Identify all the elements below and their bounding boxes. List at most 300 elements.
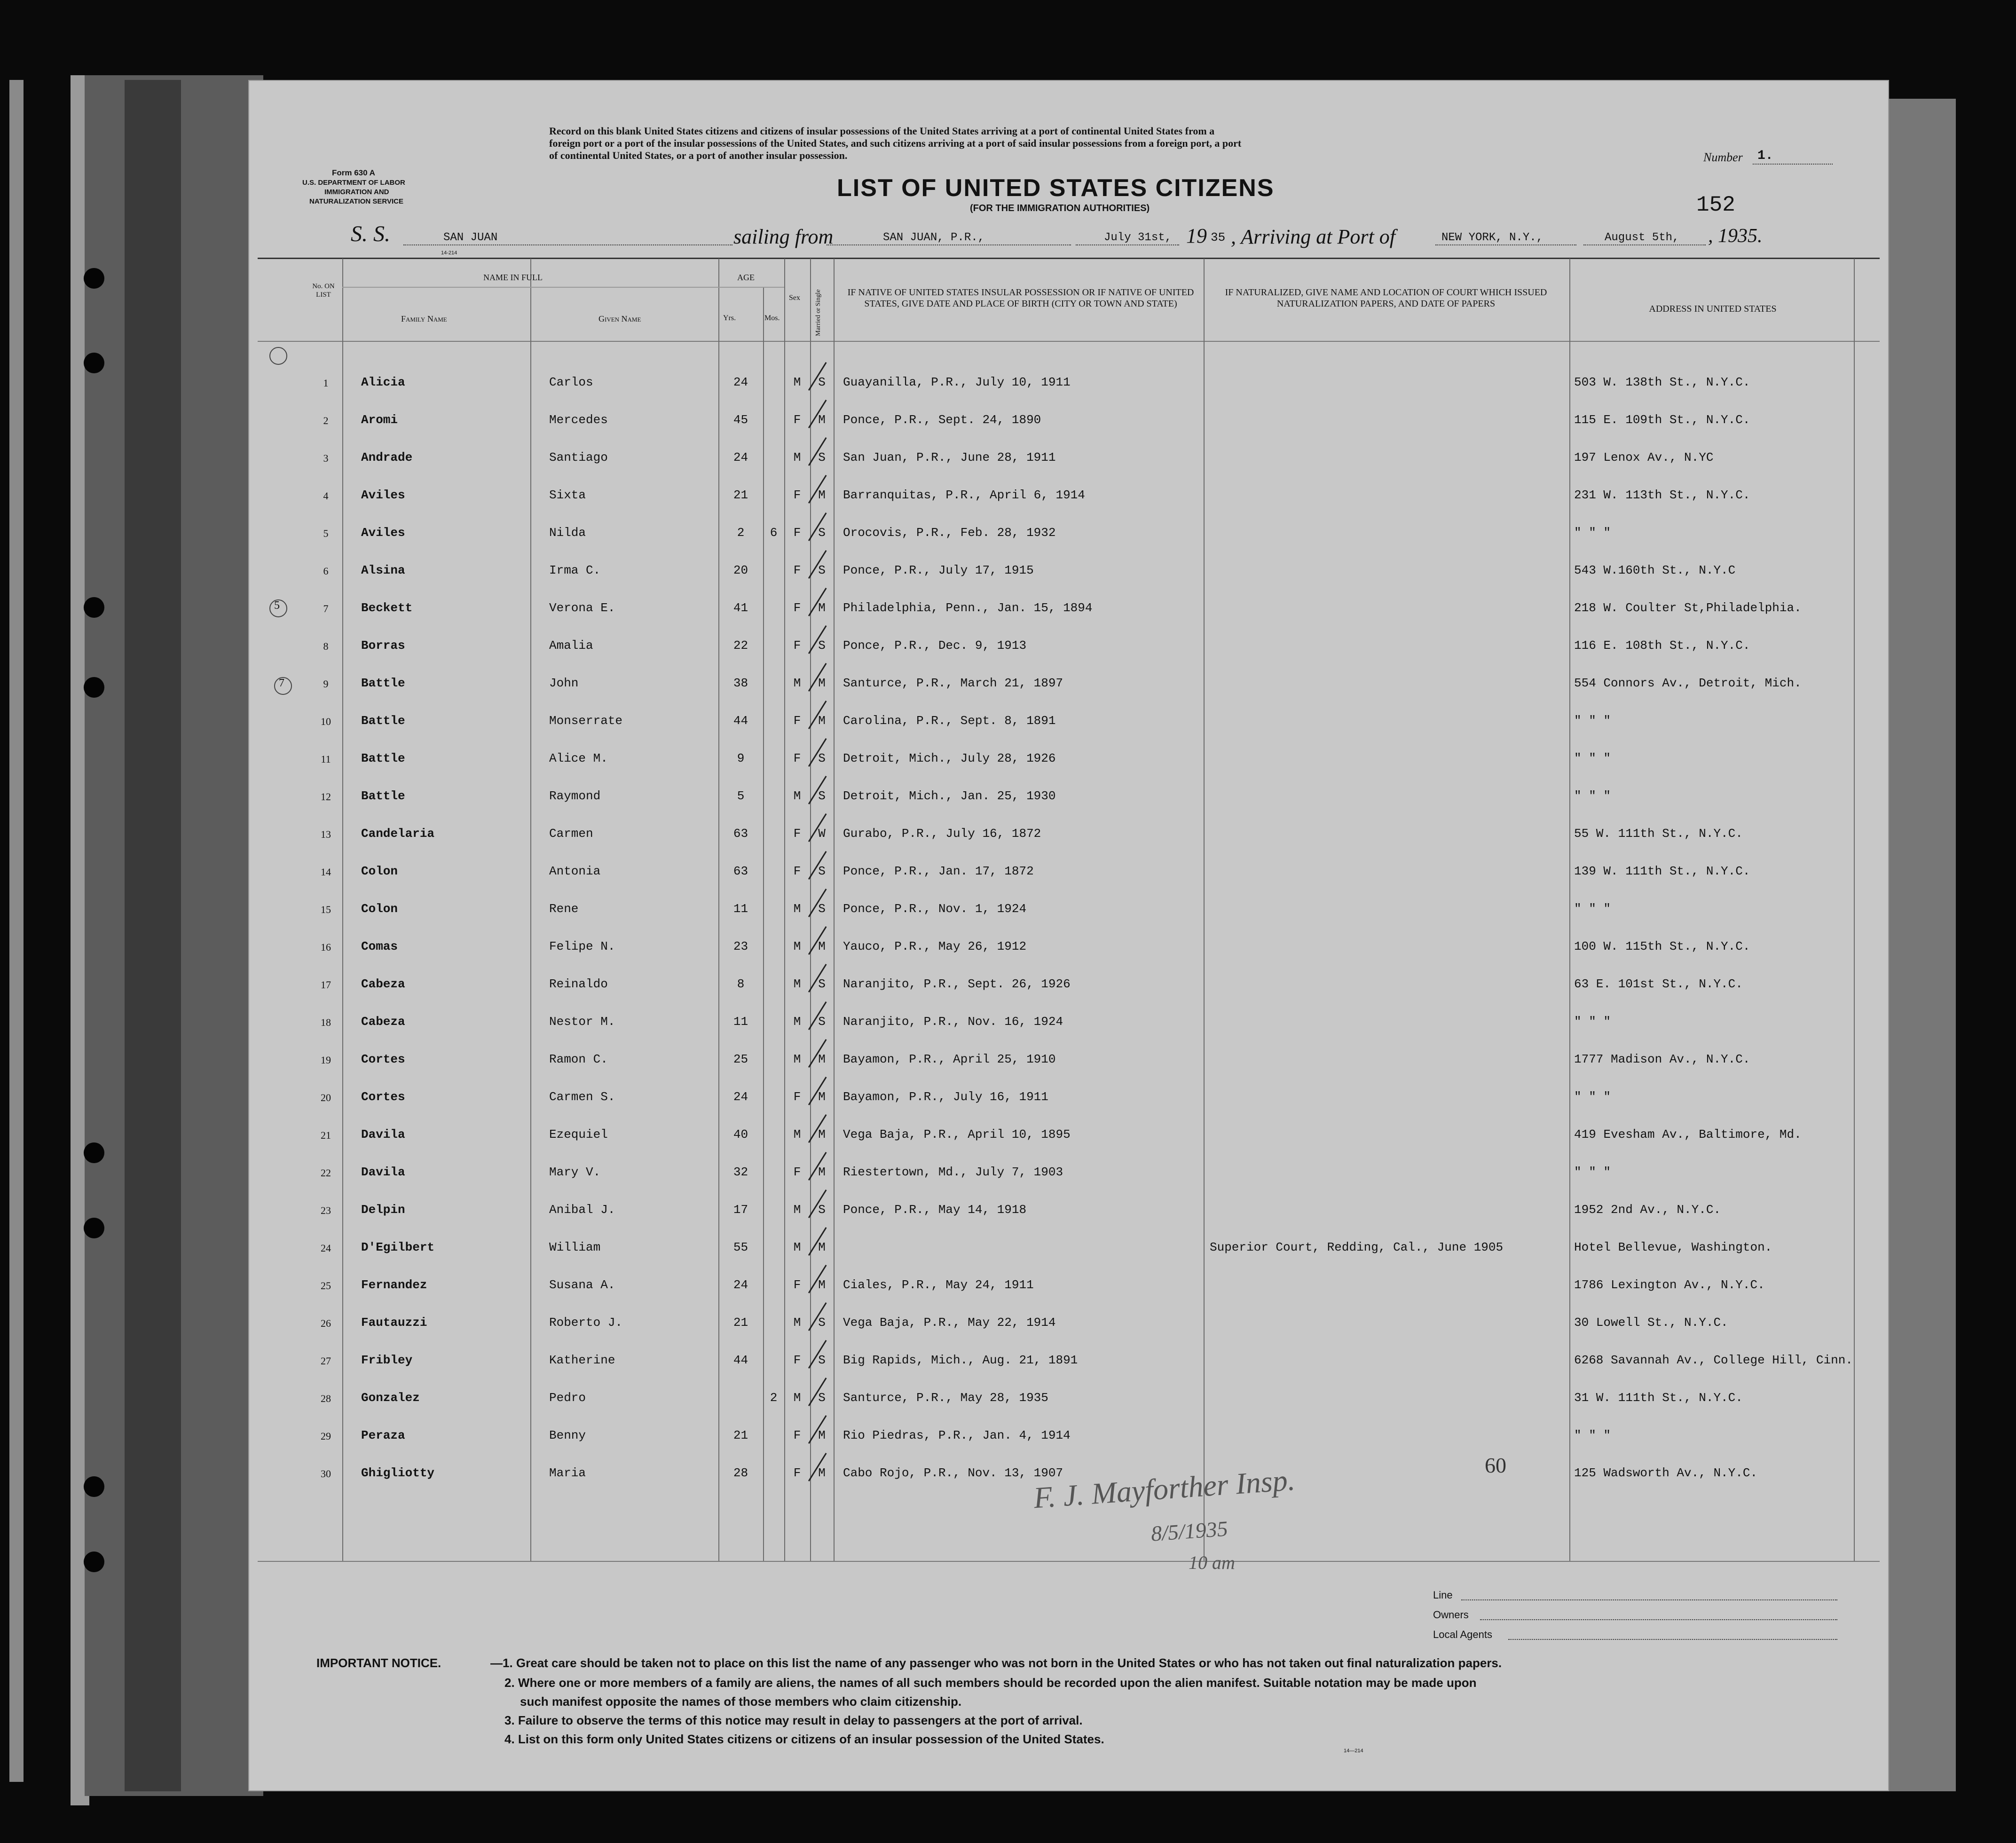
punch-hole [84,597,104,618]
cell-given: Santiago [549,450,608,465]
cell-sex: F [793,827,801,841]
notice-item-3: 3. Failure to observe the terms of this notice may result in delay to passengers at the port of arrival. [504,1713,1083,1727]
header-mos: Mos. [764,314,780,322]
cell-ms: S [818,1353,826,1367]
right-page-edge [1885,99,1956,1791]
cell-no: 16 [321,941,331,953]
from-port-rule [827,244,1071,245]
cell-no: 30 [321,1468,331,1480]
notice-title: IMPORTANT NOTICE. [316,1656,441,1670]
cell-no: 1 [323,377,329,389]
cell-given: Irma C. [549,563,601,577]
from-port: SAN JUAN, P.R., [883,231,985,244]
header-married-single: Married or Single [815,289,822,336]
cell-given: Ezequiel [549,1127,608,1142]
cell-birth: Detroit, Mich., Jan. 25, 1930 [843,789,1056,803]
header-sex: Sex [789,294,800,302]
cell-sex: F [793,1278,801,1292]
cell-given: Monserrate [549,714,623,728]
cell-given: Antonia [549,864,601,878]
cell-no: 19 [321,1054,331,1066]
cell-given: Pedro [549,1391,586,1405]
cell-given: Verona E. [549,601,615,615]
cell-addr: 55 W. 111th St., N.Y.C. [1574,827,1743,841]
cell-ms: M [818,1466,826,1480]
footer-owners-label: Owners [1433,1609,1469,1621]
cell-addr: 6268 Savannah Av., College Hill, Cinn. [1574,1353,1853,1367]
signature-date: 8/5/1935 [1150,1516,1229,1546]
cell-no: 26 [321,1317,331,1329]
punch-hole [84,1476,104,1497]
cell-yrs: 32 [733,1165,748,1179]
header-family-name: Family Name [401,314,447,323]
page-subtitle: (FOR THE IMMIGRATION AUTHORITIES) [970,203,1150,213]
cell-addr: 543 W.160th St., N.Y.C [1574,563,1736,577]
cell-given: Alice M. [549,751,608,765]
cell-yrs: 45 [733,413,748,427]
notice-item-1: —1. Great care should be taken not to place on this list the name of any passenger who was not born in the United States or who has not taken out final naturalization papers. [490,1656,1502,1670]
name-header-rule [342,287,784,288]
cell-sex: M [793,902,801,916]
cell-family: Battle [361,751,405,765]
cell-birth: Yauco, P.R., May 26, 1912 [843,939,1027,953]
cell-family: Andrade [361,450,413,465]
number-value: 1. [1757,149,1773,163]
header-name-in-full: NAME IN FULL [483,273,543,282]
arrival-port: NEW YORK, N.Y., [1441,231,1544,244]
cell-family: D'Egilbert [361,1240,435,1254]
arriving-label: , Arriving at Port of [1231,225,1395,248]
cell-given: Amalia [549,638,593,653]
cell-yrs: 5 [737,789,745,803]
cell-sex: M [793,1391,801,1405]
cell-nat: Superior Court, Redding, Cal., June 1905 [1210,1240,1504,1254]
cell-no: 24 [321,1242,331,1254]
notice-item-2b: such manifest opposite the names of those members who claim citizenship. [520,1694,962,1709]
cell-ms: S [818,563,826,577]
cell-ms: M [818,1278,826,1292]
cell-ms: M [818,1052,826,1066]
cell-family: Alsina [361,563,405,577]
cell-family: Davila [361,1165,405,1179]
cell-sex: F [793,526,801,540]
cell-no: 13 [321,828,331,840]
cell-birth: Ponce, P.R., Nov. 1, 1924 [843,902,1027,916]
cell-family: Battle [361,789,405,803]
small-code: 14-214 [441,250,457,256]
cell-yrs: 11 [733,902,748,916]
col-divider [1204,259,1205,1561]
cell-sex: F [793,601,801,615]
cell-sex: M [793,789,801,803]
cell-ms: S [818,638,826,653]
number-rule [1753,164,1833,165]
cell-addr: 419 Evesham Av., Baltimore, Md. [1574,1127,1802,1142]
cell-ms: M [818,1428,826,1442]
sailing-label: sailing from [733,225,834,248]
cell-sex: F [793,1090,801,1104]
inspector-signature: F. J. Mayforther Insp. [1032,1463,1296,1515]
cell-given: William [549,1240,601,1254]
cell-sex: F [793,1165,801,1179]
cell-yrs: 23 [733,939,748,953]
cell-addr: " " " [1574,1090,1611,1104]
ship-rule [403,244,732,245]
cell-sex: M [793,1052,801,1066]
cell-ms: M [818,1090,826,1104]
cell-family: Fribley [361,1353,413,1367]
cell-family: Candelaria [361,827,435,841]
table-header-rule [258,341,1880,342]
cell-birth: Santurce, P.R., March 21, 1897 [843,676,1063,690]
cell-addr: 231 W. 113th St., N.Y.C. [1574,488,1750,502]
cell-addr: " " " [1574,789,1611,803]
cell-sex: F [793,1428,801,1442]
header-age: AGE [737,273,755,282]
cell-no: 18 [321,1016,331,1028]
cell-ms: S [818,1015,826,1029]
notice-item-4: 4. List on this form only United States citizens or citizens of an insular possession of the United States. [504,1732,1104,1746]
cell-addr: " " " [1574,526,1611,540]
cell-yrs: 38 [733,676,748,690]
footer-line-rule [1461,1599,1837,1600]
cell-sex: F [793,751,801,765]
cell-no: 21 [321,1129,331,1141]
form-page [248,80,1889,1791]
cell-yrs: 63 [733,827,748,841]
header-birth: IF NATIVE OF UNITED STATES INSULAR POSSESSION OR IF NATIVE OF UNITED STATES, GIVE DATE AND PLACE OF BIRTH (CITY OR TOWN AND STATE) [847,287,1194,309]
cell-given: Rene [549,902,579,916]
cell-birth: Naranjito, P.R., Nov. 16, 1924 [843,1015,1063,1029]
margin-circle [269,347,287,365]
cell-yrs: 44 [733,1353,748,1367]
col-divider [1569,259,1570,1561]
cell-birth: Ponce, P.R., Jan. 17, 1872 [843,864,1034,878]
cell-birth: Ponce, P.R., Sept. 24, 1890 [843,413,1041,427]
cell-mos: 6 [770,526,778,540]
col-divider [342,259,343,1561]
department-line-3: NATURALIZATION SERVICE [309,197,404,205]
cell-no: 27 [321,1355,331,1367]
cell-ms: S [818,375,826,389]
cell-sex: M [793,977,801,991]
cell-birth: San Juan, P.R., June 28, 1911 [843,450,1056,465]
cell-sex: M [793,375,801,389]
cell-family: Ghigliotty [361,1466,435,1480]
punch-hole [84,677,104,698]
ss-label: S. S. [351,221,390,246]
cell-addr: " " " [1574,902,1611,916]
year-suffix: 35 [1211,230,1226,244]
cell-family: Battle [361,714,405,728]
cell-given: Mary V. [549,1165,601,1179]
cell-yrs: 22 [733,638,748,653]
cell-no: 17 [321,979,331,991]
cell-addr: 1952 2nd Av., N.Y.C. [1574,1203,1721,1217]
cell-birth: Barranquitas, P.R., April 6, 1914 [843,488,1085,502]
cell-addr: " " " [1574,751,1611,765]
margin-note-7: 7 [279,677,284,689]
margin-note-5: 5 [274,599,280,612]
age-header-rule [718,287,784,288]
cell-yrs: 21 [733,1315,748,1330]
cell-addr: 554 Connors Av., Detroit, Mich. [1574,676,1802,690]
cell-given: Mercedes [549,413,608,427]
cell-yrs: 24 [733,375,748,389]
cell-given: Felipe N. [549,939,615,953]
cell-given: Sixta [549,488,586,502]
cell-given: Nestor M. [549,1015,615,1029]
cell-family: Colon [361,902,398,916]
cell-yrs: 9 [737,751,745,765]
intro-text-line-3: of continental United States, or a port of another insular possession. [549,150,848,161]
cell-yrs: 44 [733,714,748,728]
cell-addr: 116 E. 108th St., N.Y.C. [1574,638,1750,653]
cell-ms: S [818,902,826,916]
ship-name: SAN JUAN [443,231,498,244]
cell-no: 12 [321,791,331,803]
cell-addr: 100 W. 115th St., N.Y.C. [1574,939,1750,953]
binding-shadow [125,80,181,1791]
cell-family: Colon [361,864,398,878]
cell-yrs: 24 [733,1278,748,1292]
cell-birth: Ponce, P.R., Dec. 9, 1913 [843,638,1027,653]
cell-ms: S [818,450,826,465]
cell-given: Carmen [549,827,593,841]
department-line-2: IMMIGRATION AND [324,188,389,196]
cell-birth: Gurabo, P.R., July 16, 1872 [843,827,1041,841]
cell-given: Katherine [549,1353,615,1367]
header-address: ADDRESS IN UNITED STATES [1649,304,1777,314]
cell-yrs: 24 [733,450,748,465]
cell-no: 7 [323,603,329,614]
cell-family: Cortes [361,1052,405,1066]
cell-ms: M [818,413,826,427]
cell-no: 29 [321,1430,331,1442]
cell-no: 9 [323,678,329,690]
cell-ms: M [818,939,826,953]
cell-yrs: 21 [733,488,748,502]
cell-birth: Ponce, P.R., May 14, 1918 [843,1203,1027,1217]
form-number: Form 630 A [332,168,375,177]
cell-family: Fernandez [361,1278,427,1292]
footer-agents-rule [1508,1639,1837,1640]
cell-family: Delpin [361,1203,405,1217]
page-stamp: 152 [1696,193,1735,217]
table-top-rule [258,258,1880,259]
department-line-1: U.S. DEPARTMENT OF LABOR [302,179,405,187]
intro-text-line-2: foreign port or a port of the insular possessions of the United States, and such citizens arriving at a port of said insular possessions from a foreign port, a port [549,137,1242,149]
cell-given: Anibal J. [549,1203,615,1217]
cell-sex: F [793,864,801,878]
cell-ms: S [818,864,826,878]
cell-family: Borras [361,638,405,653]
cell-sex: F [793,1466,801,1480]
cell-no: 3 [323,452,329,464]
cell-yrs: 24 [733,1090,748,1104]
cell-given: Susana A. [549,1278,615,1292]
arrival-year: , 1935. [1708,225,1763,247]
cell-no: 28 [321,1393,331,1404]
cell-birth: Santurce, P.R., May 28, 1935 [843,1391,1048,1405]
cell-family: Alicia [361,375,405,389]
cell-yrs: 11 [733,1015,748,1029]
cell-ms: S [818,1391,826,1405]
header-naturalized: IF NATURALIZED, GIVE NAME AND LOCATION OF COURT WHICH ISSUED NATURALIZATION PAPERS, AND DATE OF PAPERS [1225,287,1547,309]
cell-birth: Vega Baja, P.R., April 10, 1895 [843,1127,1071,1142]
cell-ms: S [818,1315,826,1330]
cell-addr: 115 E. 109th St., N.Y.C. [1574,413,1750,427]
cell-yrs: 40 [733,1127,748,1142]
footer-line-label: Line [1433,1589,1453,1601]
cell-birth: Orocovis, P.R., Feb. 28, 1932 [843,526,1056,540]
cell-family: Beckett [361,601,413,615]
cell-sex: M [793,1315,801,1330]
cell-addr: 139 W. 111th St., N.Y.C. [1574,864,1750,878]
cell-given: Roberto J. [549,1315,623,1330]
cell-yrs: 41 [733,601,748,615]
cell-yrs: 20 [733,563,748,577]
cell-birth: Naranjito, P.R., Sept. 26, 1926 [843,977,1071,991]
cell-sex: M [793,1240,801,1254]
cell-birth: Rio Piedras, P.R., Jan. 4, 1914 [843,1428,1071,1442]
cell-ms: S [818,789,826,803]
cell-given: John [549,676,579,690]
arrival-date-rule [1583,244,1706,245]
cell-addr: 30 Lowell St., N.Y.C. [1574,1315,1728,1330]
footer-owners-rule [1480,1619,1837,1620]
cell-birth: Philadelphia, Penn., Jan. 15, 1894 [843,601,1093,615]
cell-addr: " " " [1574,1428,1611,1442]
header-no-on-list: No. ON LIST [312,283,335,299]
notice-item-2a: 2. Where one or more members of a family are aliens, the names of all such members should be recorded upon the alien manifest. Suitable notation may be made upon [504,1676,1477,1690]
col-divider [834,259,835,1561]
signature-time: 10 am [1189,1552,1235,1573]
cell-sex: M [793,1127,801,1142]
cell-no: 4 [323,490,329,502]
cell-addr: " " " [1574,1165,1611,1179]
cell-yrs: 63 [733,864,748,878]
cell-no: 10 [321,716,331,727]
cell-family: Comas [361,939,398,953]
cell-no: 5 [323,528,329,539]
cell-addr: 1777 Madison Av., N.Y.C. [1574,1052,1750,1066]
cell-birth: Ponce, P.R., July 17, 1915 [843,563,1034,577]
footer-agents-label: Local Agents [1433,1629,1492,1640]
cell-ms: M [818,601,826,615]
cell-birth: Guayanilla, P.R., July 10, 1911 [843,375,1071,389]
cell-ms: M [818,676,826,690]
cell-no: 8 [323,640,329,652]
cell-ms: M [818,1240,826,1254]
cell-addr: 503 W. 138th St., N.Y.C. [1574,375,1750,389]
number-label: Number [1703,150,1743,164]
cell-addr: 31 W. 111th St., N.Y.C. [1574,1391,1743,1405]
cell-birth: Bayamon, P.R., July 16, 1911 [843,1090,1048,1104]
page-title: LIST OF UNITED STATES CITIZENS [837,174,1275,202]
header-given-name: Given Name [598,314,641,323]
cell-given: Carlos [549,375,593,389]
cell-family: Cabeza [361,977,405,991]
col-divider [530,259,531,1561]
cell-sex: M [793,450,801,465]
cell-family: Gonzalez [361,1391,420,1405]
year-prefix: 19 [1186,224,1207,247]
cell-yrs: 17 [733,1203,748,1217]
col-divider [763,287,764,1561]
cell-sex: F [793,563,801,577]
cell-given: Nilda [549,526,586,540]
cell-ms: M [818,1127,826,1142]
cell-family: Peraza [361,1428,405,1442]
cell-no: 11 [321,753,331,765]
cell-ms: M [818,1165,826,1179]
cell-addr: 125 Wadsworth Av., N.Y.C. [1574,1466,1758,1480]
cell-birth: Big Rapids, Mich., Aug. 21, 1891 [843,1353,1078,1367]
cell-birth: Bayamon, P.R., April 25, 1910 [843,1052,1056,1066]
cell-family: Cabeza [361,1015,405,1029]
intro-text-line-1: Record on this blank United States citizens and citizens of insular possessions of the United States arriving at a port of continental United States from a [549,125,1215,137]
cell-sex: F [793,714,801,728]
cell-no: 14 [321,866,331,878]
punch-hole [84,353,104,373]
cell-no: 15 [321,904,331,915]
cell-sex: F [793,488,801,502]
left-edge-strip [9,80,24,1782]
arrival-date: August 5th, [1605,231,1679,244]
cell-birth: Carolina, P.R., Sept. 8, 1891 [843,714,1056,728]
count-annotation: 60 [1485,1453,1506,1477]
cell-given: Ramon C. [549,1052,608,1066]
cell-birth: Cabo Rojo, P.R., Nov. 13, 1907 [843,1466,1063,1480]
cell-yrs: 28 [733,1466,748,1480]
cell-mos: 2 [770,1391,778,1405]
cell-family: Cortes [361,1090,405,1104]
cell-no: 23 [321,1205,331,1216]
cell-yrs: 55 [733,1240,748,1254]
punch-hole [84,1218,104,1238]
cell-given: Carmen S. [549,1090,615,1104]
cell-family: Aromi [361,413,398,427]
cell-sex: M [793,1015,801,1029]
cell-ms: M [818,488,826,502]
cell-no: 6 [323,565,329,577]
cell-family: Davila [361,1127,405,1142]
cell-addr: 218 W. Coulter St,Philadelphia. [1574,601,1802,615]
cell-no: 2 [323,415,329,426]
cell-yrs: 21 [733,1428,748,1442]
cell-no: 20 [321,1092,331,1103]
cell-addr: " " " [1574,1015,1611,1029]
cell-ms: S [818,1203,826,1217]
cell-given: Benny [549,1428,586,1442]
cell-family: Aviles [361,526,405,540]
cell-yrs: 25 [733,1052,748,1066]
cell-ms: S [818,751,826,765]
cell-sex: F [793,1353,801,1367]
cell-given: Raymond [549,789,601,803]
punch-hole [84,1142,104,1163]
arrival-port-rule [1435,244,1576,245]
cell-ms: S [818,977,826,991]
cell-sex: F [793,638,801,653]
sail-date-rule [1076,244,1179,245]
cell-birth: Riestertown, Md., July 7, 1903 [843,1165,1063,1179]
sail-date: July 31st, [1104,231,1172,244]
punch-hole [84,268,104,289]
cell-ms: S [818,526,826,540]
cell-family: Aviles [361,488,405,502]
